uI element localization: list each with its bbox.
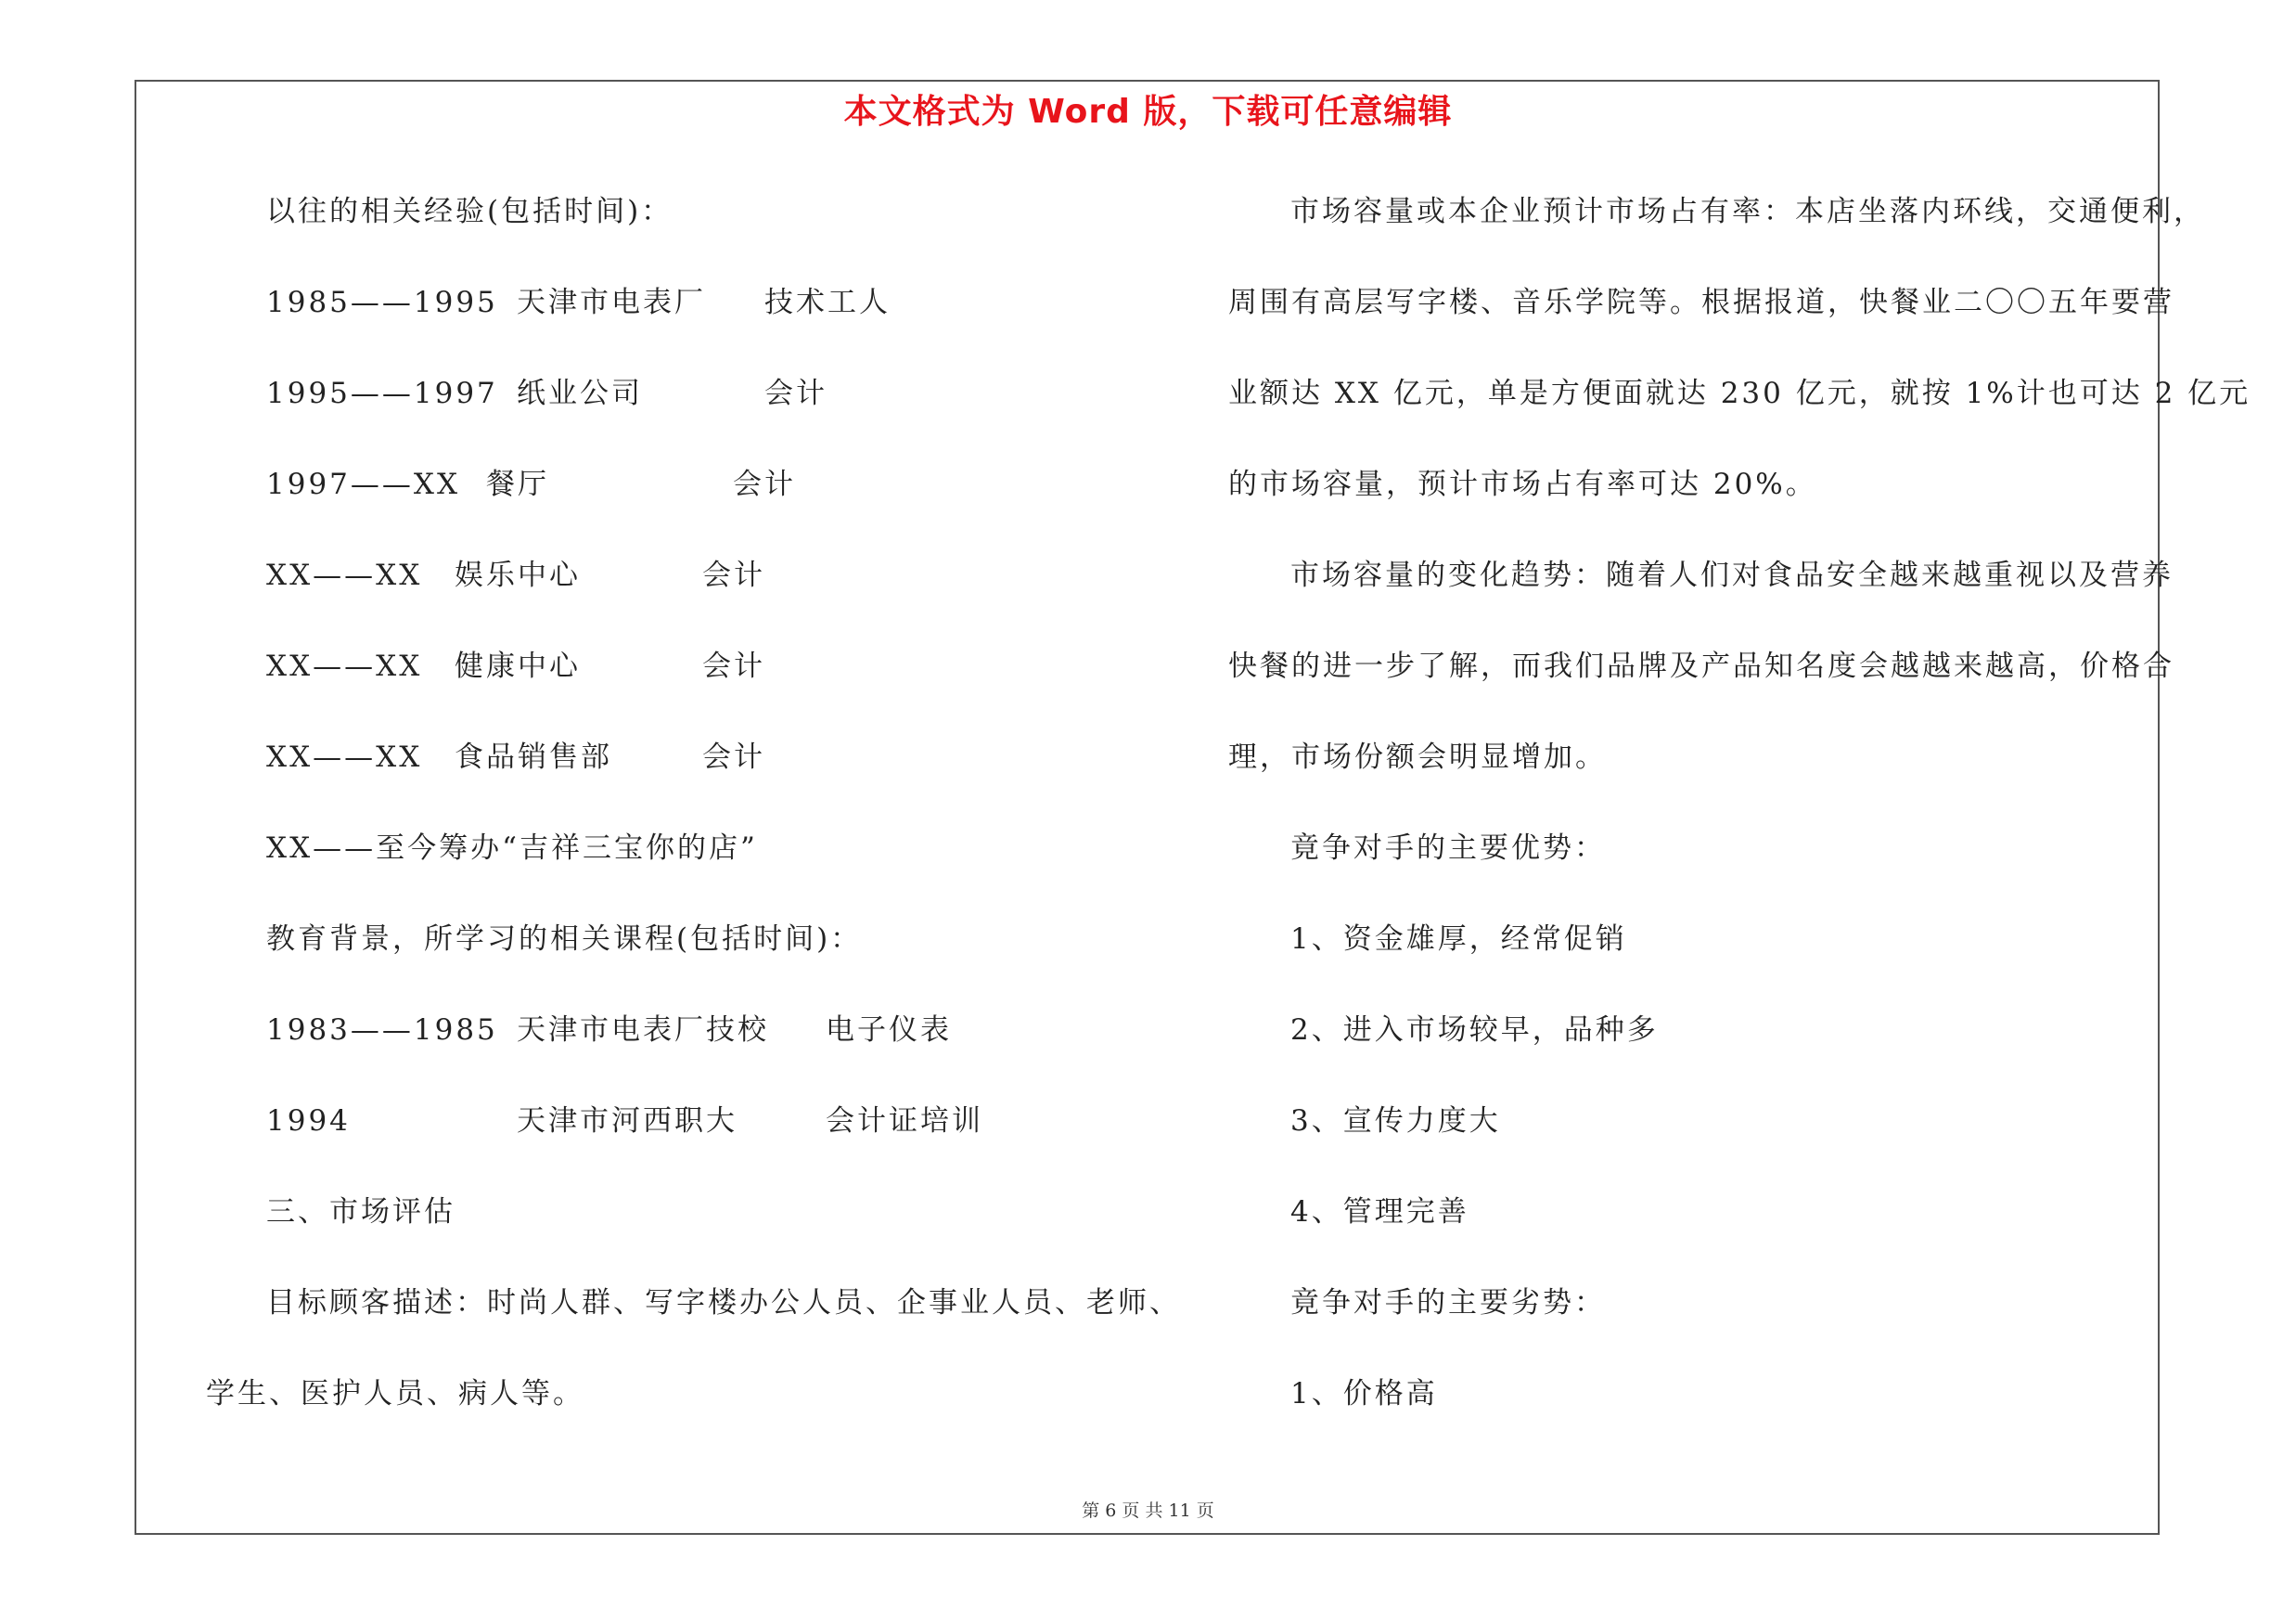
weakness-item: 1、价格高 xyxy=(1290,1377,1438,1410)
job-period: 1997——XX xyxy=(266,468,461,501)
job-org: 食品销售部 xyxy=(455,741,612,774)
job-period: XX——XX xyxy=(266,559,423,592)
capacity-line: 周围有高层写字楼、音乐学院等。根据报道，快餐业二〇〇五年要营 xyxy=(1228,286,2174,319)
section-title: 三、市场评估 xyxy=(266,1195,455,1229)
job-role: 技术工人 xyxy=(764,286,891,319)
job-period: 1985——1995 xyxy=(266,286,498,319)
education-heading: 教育背景，所学习的相关课程(包括时间)： xyxy=(266,922,863,956)
strength-item: 4、管理完善 xyxy=(1290,1195,1469,1229)
page-number: 第 6 页 共 11 页 xyxy=(1082,1501,1214,1521)
strengths-heading: 竟争对手的主要优势： xyxy=(1290,831,1606,865)
job-role: 会计 xyxy=(764,377,827,410)
capacity-line: 的市场容量，预计市场占有率可达 20%。 xyxy=(1228,468,1817,501)
job-role: 会计 xyxy=(733,468,796,501)
target-customers-line: 目标顾客描述：时尚人群、写字楼办公人员、企事业人员、老师、 xyxy=(266,1286,1181,1320)
education-course: 会计证培训 xyxy=(826,1104,983,1138)
education-school: 天津市河西职大 xyxy=(517,1104,738,1138)
job-role: 会计 xyxy=(702,559,765,592)
experience-heading: 以往的相关经验(包括时间)： xyxy=(266,195,673,228)
job-org: 餐厅 xyxy=(486,468,549,501)
job-period: 1995——1997 xyxy=(266,377,498,410)
job-org: 健康中心 xyxy=(455,650,581,683)
strength-item: 2、进入市场较早，品种多 xyxy=(1290,1013,1659,1047)
job-role: 会计 xyxy=(702,741,765,774)
current-project: XX——至今筹办“吉祥三宝你的店” xyxy=(266,831,758,865)
word-format-banner: 本文格式为 Word 版，下载可任意编辑 xyxy=(843,93,1453,131)
capacity-line: 业额达 XX 亿元，单是方便面就达 230 亿元，就按 1%计也可达 2 亿元 xyxy=(1228,377,2251,410)
job-org: 娱乐中心 xyxy=(455,559,581,592)
education-period: 1994 xyxy=(266,1104,351,1138)
target-customers-line: 学生、医护人员、病人等。 xyxy=(206,1377,584,1410)
job-org: 纸业公司 xyxy=(517,377,643,410)
trend-line: 理，市场份额会明显增加。 xyxy=(1228,741,1607,774)
education-period: 1983——1985 xyxy=(266,1013,498,1047)
job-period: XX——XX xyxy=(266,650,423,683)
education-school: 天津市电表厂技校 xyxy=(517,1013,769,1047)
job-org: 天津市电表厂 xyxy=(517,286,706,319)
strength-item: 1、资金雄厚，经常促销 xyxy=(1290,922,1627,956)
job-role: 会计 xyxy=(702,650,765,683)
job-period: XX——XX xyxy=(266,741,423,774)
education-course: 电子仪表 xyxy=(826,1013,952,1047)
strength-item: 3、宣传力度大 xyxy=(1290,1104,1501,1138)
trend-line: 市场容量的变化趋势：随着人们对食品安全越来越重视以及营养 xyxy=(1290,559,2174,592)
capacity-line: 市场容量或本企业预计市场占有率：本店坐落内环线，交通便利， xyxy=(1290,195,2205,228)
weaknesses-heading: 竟争对手的主要劣势： xyxy=(1290,1286,1606,1320)
trend-line: 快餐的进一步了解，而我们品牌及产品知名度会越越来越高，价格合 xyxy=(1228,650,2174,683)
